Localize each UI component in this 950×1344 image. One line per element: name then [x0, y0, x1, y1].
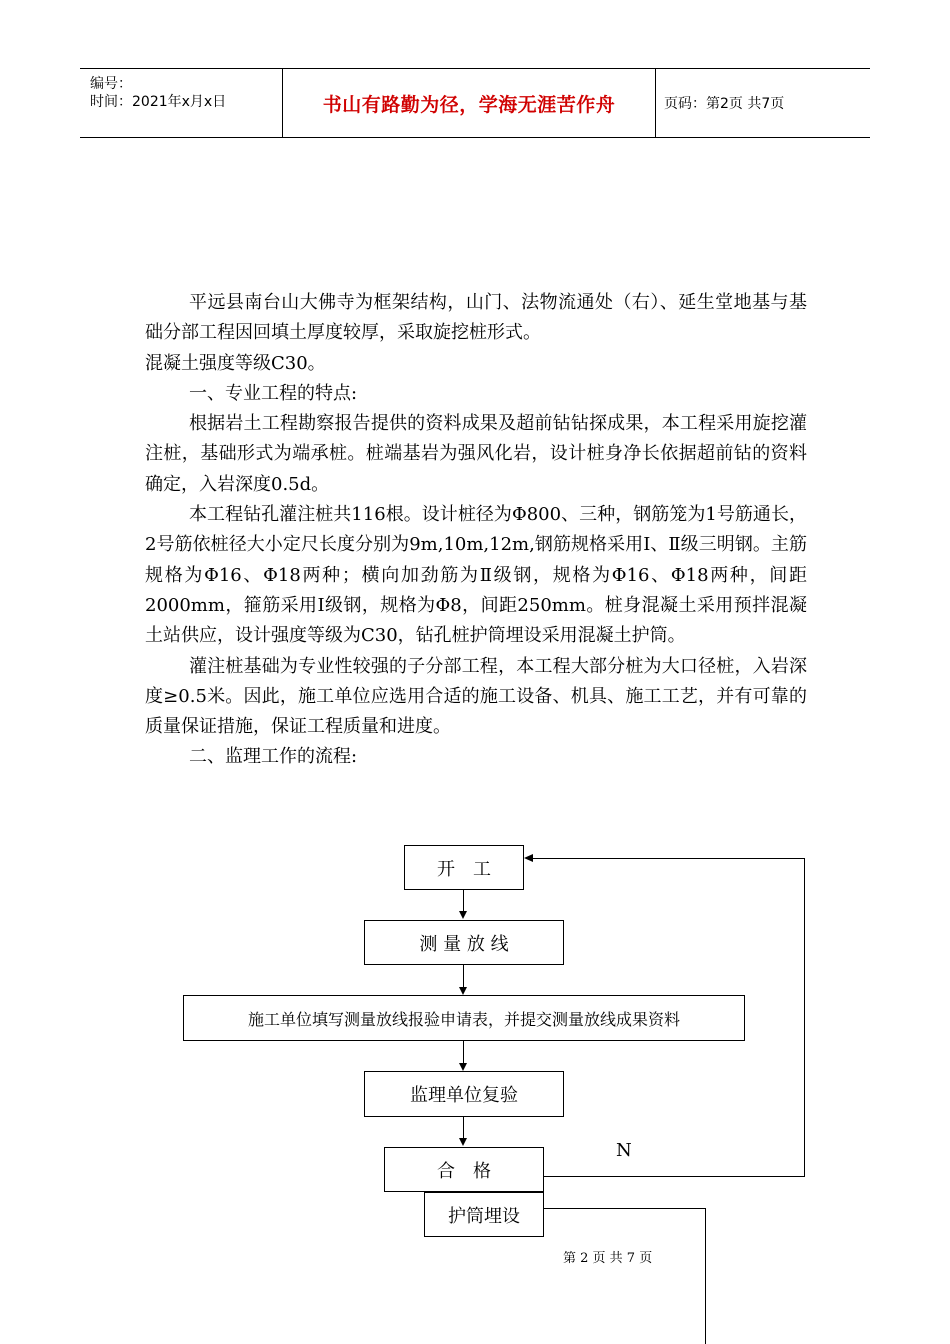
flow-casing-box: 护筒埋设	[424, 1192, 544, 1237]
flow-apply-box: 施工单位填写测量放线报验申请表，并提交测量放线成果资料	[183, 995, 745, 1041]
section-heading-2: 二、监理工作的流程:	[189, 746, 358, 768]
arrow-down-icon	[459, 1063, 467, 1071]
flow-no-line	[544, 1176, 804, 1177]
flow-start-box: 开 工	[404, 845, 524, 890]
flow-connector	[463, 890, 464, 912]
flow-recheck-box: 监理单位复验	[364, 1071, 564, 1117]
flow-no-line	[532, 858, 804, 859]
paragraph-survey: 根据岩土工程勘察报告提供的资料成果及超前钻钻探成果，本工程采用旋挖灌注桩，基础形式为端承桩。桩端基岩为强风化岩，设计桩身净长依据超前钻的资料确定，入岩深度0.5d。	[145, 413, 807, 495]
paragraph-piles: 本工程钻孔灌注桩共116根。设计桩径为Φ800、三种，钢筋笼为1号筋通长，2号筋依桩径大小定尺长度分别为9m,10m,12m,钢筋规格采用Ⅰ、Ⅱ级三明钢。主筋规格为Φ16、Φ18两种；横向加劲筋为Ⅱ级钢，规格为Φ16、Φ18两种，间距2000mm，箍筋采用Ⅰ级钢，规格为Φ8，间距250mm。桩身混凝土采用预拌混凝土站供应，设计强度等级为C30，钻孔桩护筒埋设采用混凝土护筒。	[145, 504, 807, 647]
flow-survey-box: 测 量 放 线	[364, 920, 564, 965]
paragraph-foundation: 灌注桩基础为专业性较强的子分部工程，本工程大部分桩为大口径桩，入岩深度≥0.5米。因此，施工单位应选用合适的施工设备、机具、施工工艺，并有可靠的质量保证措施，保证工程质量和进度。	[145, 655, 807, 738]
header-page-info: 页码：第2页 共7页	[664, 96, 785, 112]
flow-connector	[463, 965, 464, 988]
arrow-down-icon	[459, 1138, 467, 1146]
paragraph-intro: 平远县南台山大佛寺为框架结构，山门、法物流通处（右）、延生堂地基与基础分部工程因回填土厚度较厚，采取旋挖桩形式。	[145, 292, 807, 344]
paragraph-concrete: 混凝土强度等级C30。	[145, 352, 326, 374]
arrow-down-icon	[459, 911, 467, 919]
time-label: 时间：2021年x月x日	[90, 94, 227, 110]
flow-connector	[463, 1117, 464, 1139]
motto: 书山有路勤为径，学海无涯苦作舟	[322, 93, 616, 116]
flow-pass-box: 合 格	[384, 1147, 544, 1192]
page-header	[80, 68, 870, 138]
section-heading-1: 一、专业工程的特点:	[189, 382, 358, 404]
header-motto-cell	[282, 69, 656, 137]
flow-connector	[544, 1208, 705, 1209]
arrow-left-icon	[524, 854, 533, 862]
no-label: N	[616, 1140, 632, 1161]
arrow-down-icon	[459, 987, 467, 995]
document-body	[145, 288, 807, 773]
page-footer: 第 2 页 共 7 页	[563, 1251, 653, 1266]
flow-no-line	[804, 858, 805, 1177]
number-label: 编号：	[90, 76, 132, 92]
flow-connector	[463, 1041, 464, 1065]
flow-connector	[705, 1208, 706, 1344]
header-meta	[80, 69, 282, 137]
